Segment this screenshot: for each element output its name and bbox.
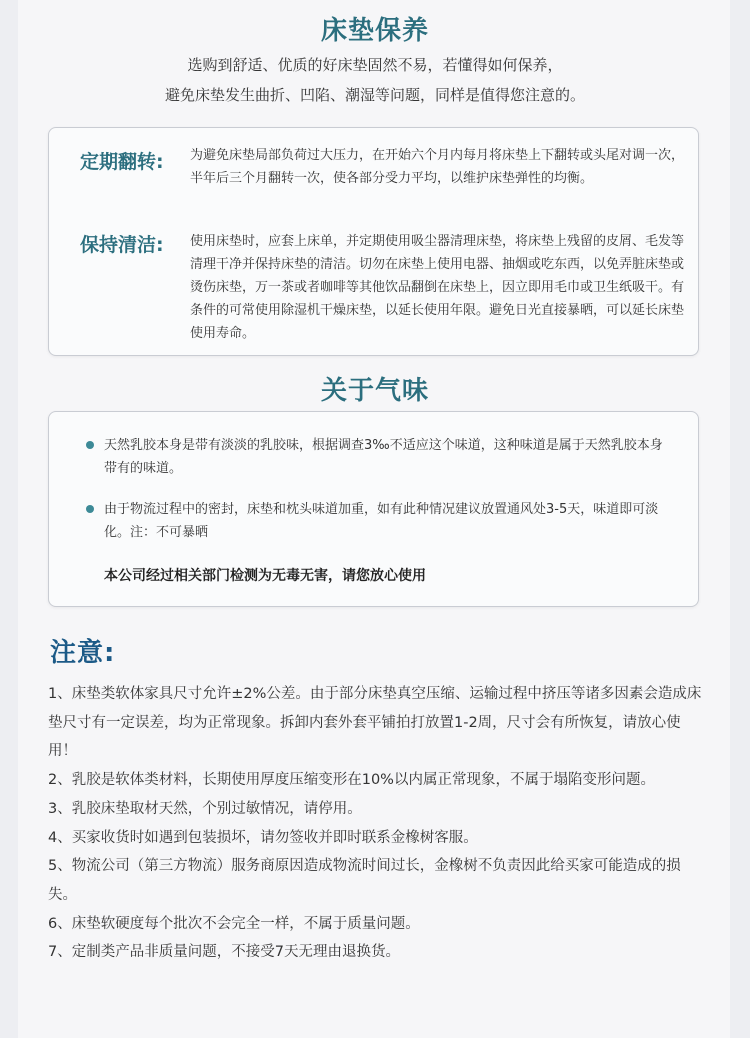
bullet-dot-icon	[86, 505, 94, 513]
notice-list	[48, 680, 708, 967]
odor-bullet-1: 天然乳胶本身是带有淡淡的乳胶味，根据调查3‰不适应这个味道，这种味道是属于天然乳胶本身带有的味道。	[104, 438, 663, 476]
odor-bullet-2: 由于物流过程中的密封，床垫和枕头味道加重，如有此种情况建议放置通风处3-5天，味道即可淡化。注：不可暴晒	[104, 502, 659, 540]
care-intro-line-1: 选购到舒适、优质的好床垫固然不易，若懂得如何保养，	[187, 56, 563, 74]
flip-label: 定期翻转:	[80, 151, 164, 173]
odor-title: 关于气味	[320, 376, 429, 406]
flip-text: 为避免床垫局部负荷过大压力，在开始六个月内每月将床垫上下翻转或头尾对调一次，半年后三个月翻转一次，使各部分受力平均，以维护床垫弹性的均衡。	[190, 148, 685, 186]
list-item: 2、乳胶是软体类材料，长期使用厚度压缩变形在10%以内属正常现象，不属于塌陷变形问题。	[48, 772, 655, 789]
list-item: 4、买家收货时如遇到包装损坏，请勿签收并即时联系金橡树客服。	[48, 829, 478, 846]
list-item: 7、定制类产品非质量问题，不接受7天无理由退换货。	[48, 944, 400, 961]
list-item: 6、床垫软硬度每个批次不会完全一样，不属于质量问题。	[48, 915, 420, 932]
bullet-dot-icon	[86, 441, 94, 449]
clean-label: 保持清洁:	[80, 234, 164, 256]
notice-title: 注意:	[50, 638, 116, 668]
list-item: 3、乳胶床垫取材天然，个别过敏情况，请停用。	[48, 800, 362, 817]
clean-text: 使用床垫时，应套上床单，并定期使用吸尘器清理床垫，将床垫上残留的皮屑、毛发等清理干净并保持床垫的清洁。切勿在床垫上使用电器、抽烟或吃东西，以免弄脏床垫或烫伤床垫，万一茶或者咖啡等其他饮品翻倒在床垫上，因立即用毛巾或卫生纸吸干。有条件的可常使用除湿机干燥床垫，以延长使用年限。避免日光直接暴晒，可以延长床垫使用寿命。	[190, 234, 685, 341]
care-intro-line-2: 避免床垫发生曲折、凹陷、潮湿等问题，同样是值得您注意的。	[164, 86, 585, 104]
list-item: 1、床垫类软体家具尺寸允许±2%公差。由于部分床垫真空压缩、运输过程中挤压等诸多因素会造成床垫尺寸有一定误差，均为正常现象。拆卸内套外套平铺拍打放置1-2周，尺寸会有所恢复，请放心使用！	[48, 686, 702, 760]
safety-statement: 本公司经过相关部门检测为无毒无害，请您放心使用	[104, 568, 426, 584]
list-item: 5、物流公司（第三方物流）服务商原因造成物流时间过长，金橡树不负责因此给买家可能造成的损失。	[48, 858, 681, 903]
care-title: 床垫保养	[320, 16, 429, 46]
